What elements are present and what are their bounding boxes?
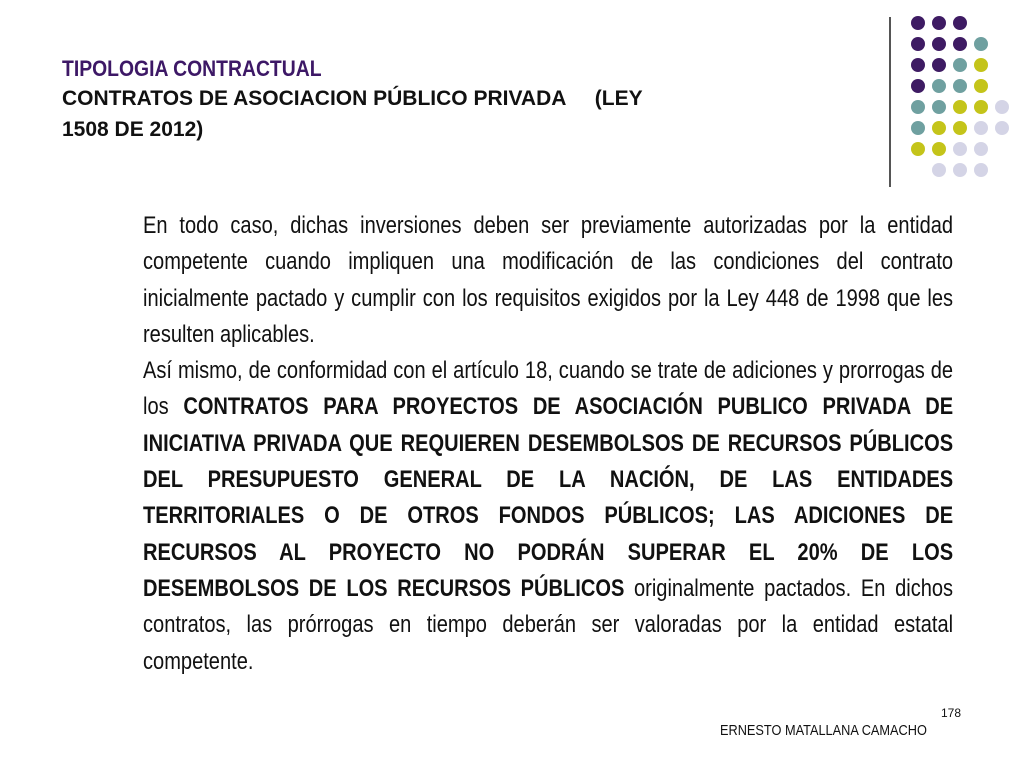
author-name: ERNESTO MATALLANA CAMACHO [720,722,927,739]
title-block [62,55,862,145]
decorative-dot [932,163,946,177]
decorative-dot [974,37,988,51]
decorative-dot [932,142,946,156]
decorative-dot [911,79,925,93]
paragraph-2-bold: CONTRATOS PARA PROYECTOS DE ASOCIACIÓN PUBLICO PRIVADA DE INICIATIVA PRIVADA QUE REQUIEREN DESEMBOLSOS DE RECURSOS PÚBLICOS DEL PRESUPUESTO GENERAL DE LA NACIÓN, DE LAS ENTIDADES TERRITORIALES O DE OTROS FONDOS PÚBLICOS; LAS ADICIONES DE RECURSOS AL PROYECTO NO PODRÁN SUPERAR EL 20% DE LOS DESEMBOLSOS DE LOS RECURSOS PÚBLICOS [143,393,954,602]
decorative-dot [953,79,967,93]
decorative-dot [932,37,946,51]
decorative-dot [911,37,925,51]
decorative-dot [953,100,967,114]
paragraph-2 [143,353,953,680]
decorative-dot [932,100,946,114]
decorative-dot [974,79,988,93]
slide-title-line-2: 1508 DE 2012) [62,118,204,141]
decorative-dot [953,37,967,51]
decorative-dot [953,163,967,177]
decorative-dot [953,16,967,30]
decorative-dot [932,58,946,72]
decorative-dot [911,100,925,114]
paragraph-2-end: originalmente pactados. En dichos contratos, las prórrogas en tiempo deberán ser valoradas por la entidad estatal competente. [143,574,954,675]
page-number: 178 [940,706,961,720]
decorative-dot [911,121,925,135]
paragraph-1: En todo caso, dichas inversiones deben ser previamente autorizadas por la entidad competente cuando impliquen una modificación de las condiciones del contrato inicialmente pactado y cumplir con los requisitos exigidos por la Ley 448 de 1998 que les resulten aplicables. [143,212,954,348]
body-text [143,208,953,680]
slide-title-line-1: CONTRATOS DE ASOCIACION PÚBLICO PRIVADA (LEY [62,87,643,110]
decorative-dot [911,142,925,156]
decorative-dot [974,163,988,177]
decorative-dot [911,16,925,30]
decorative-dot [995,100,1009,114]
vertical-divider [889,17,891,187]
decorative-dot [974,121,988,135]
decorative-dot [911,58,925,72]
decorative-dot [953,58,967,72]
decorative-dot [974,142,988,156]
paragraph-2-start: Así mismo, de conformidad con el artículo 18, cuando se trate de adiciones y prorrogas de los [143,357,954,421]
decorative-dot [932,79,946,93]
slide-subtitle: TIPOLOGIA CONTRACTUAL [62,56,322,81]
decorative-dot [974,58,988,72]
decorative-dot [932,16,946,30]
slide-title [62,83,862,145]
decorative-dot [995,121,1009,135]
decorative-dot [953,142,967,156]
decorative-dot [932,121,946,135]
decorative-dot [953,121,967,135]
decorative-dot-grid [900,10,1020,170]
decorative-dot [974,100,988,114]
